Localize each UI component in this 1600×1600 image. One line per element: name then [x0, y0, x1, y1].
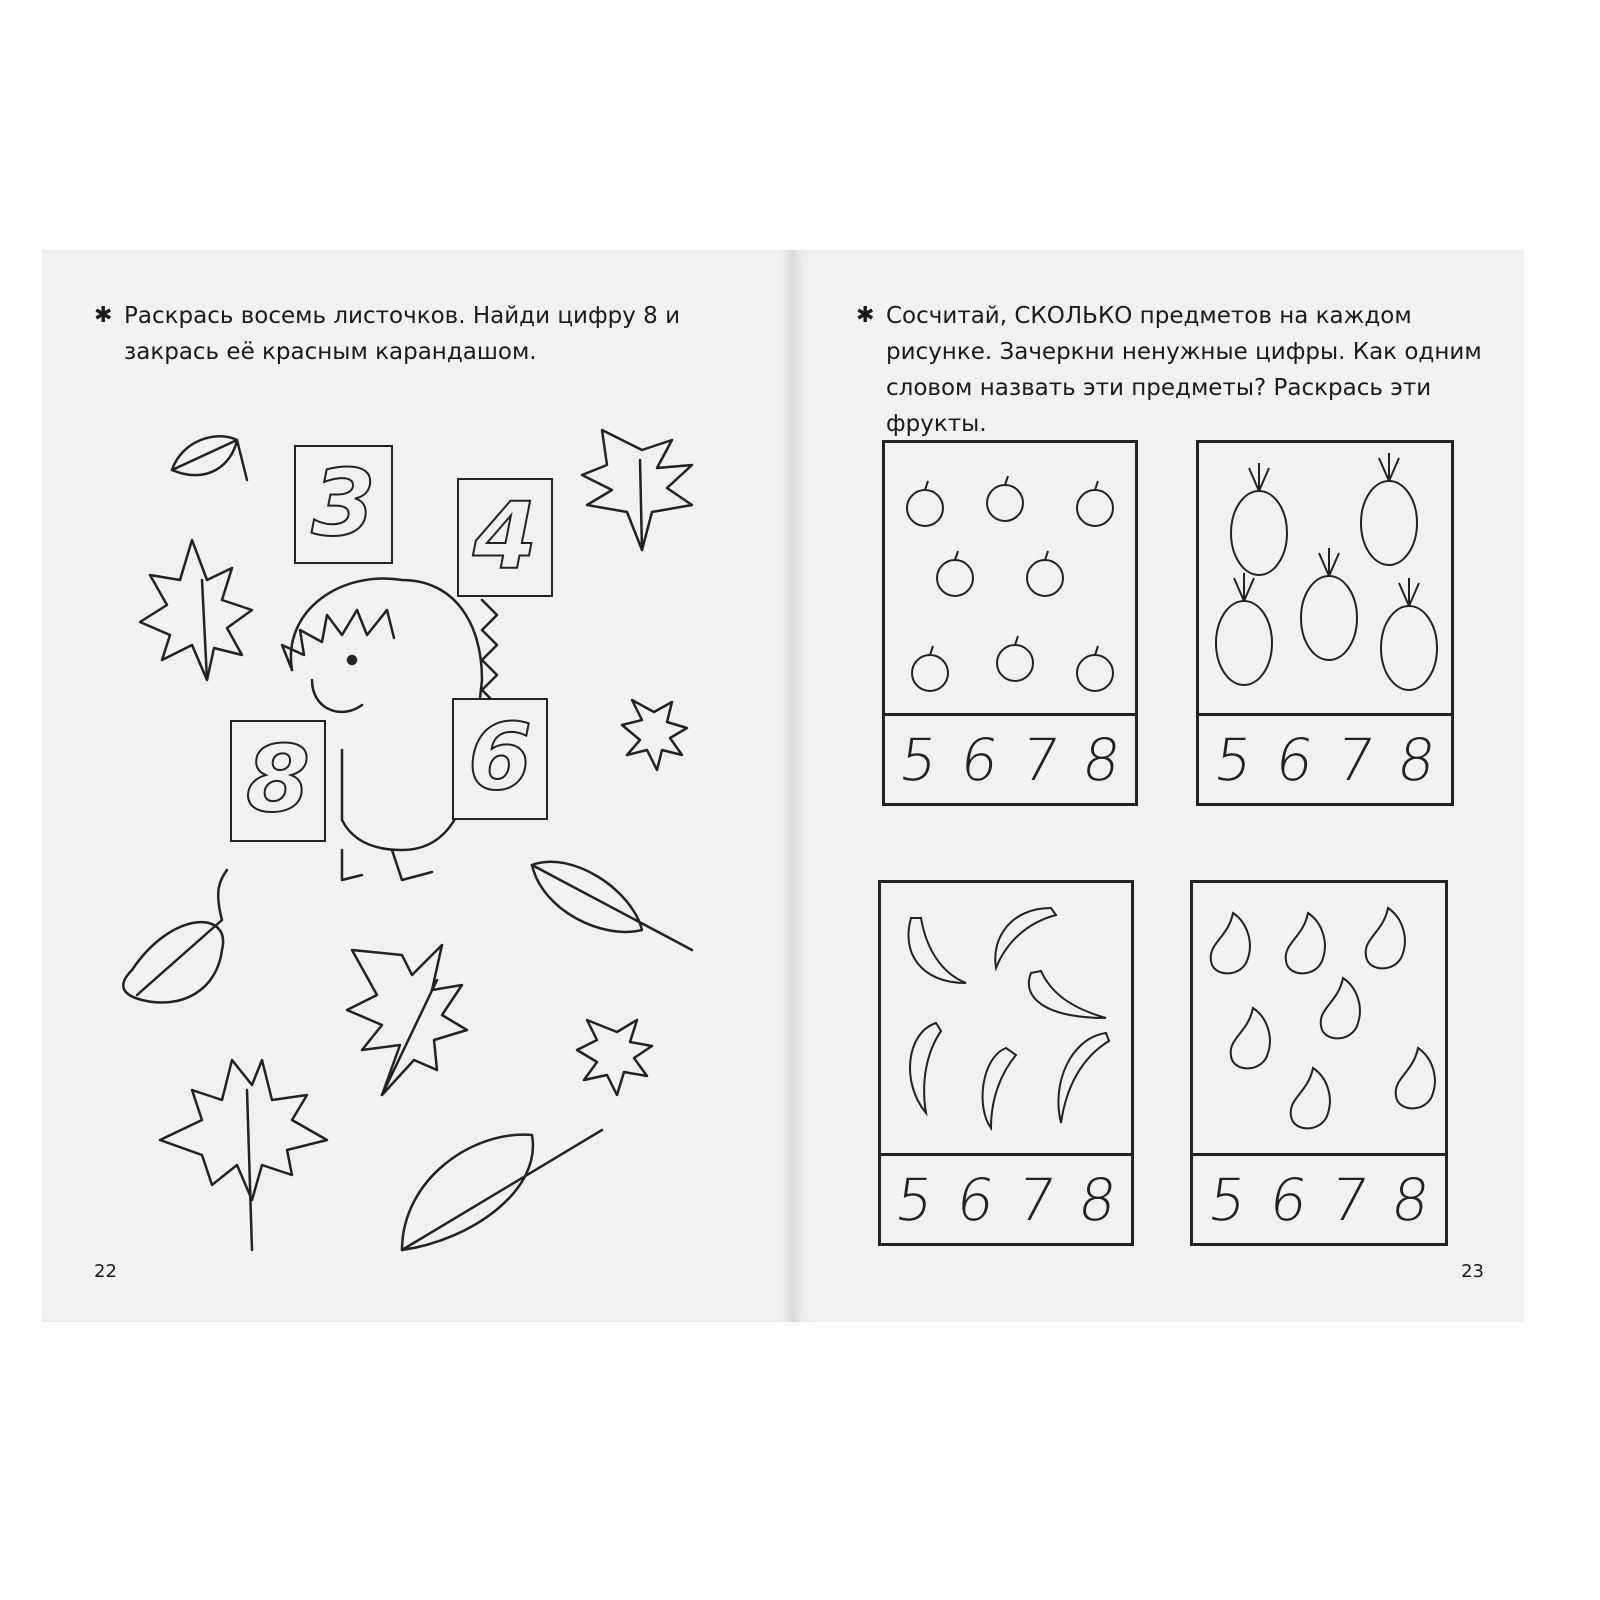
- number-card-6: [452, 698, 548, 820]
- digit-row: [881, 1157, 1131, 1243]
- digit-option[interactable]: 7: [1326, 1166, 1373, 1234]
- star-icon: ✱: [94, 303, 113, 328]
- banana-icon: [983, 1048, 1016, 1128]
- apple-icon: [1077, 646, 1113, 691]
- pear-icon: [1291, 1068, 1330, 1128]
- digit-option[interactable]: 6: [952, 1166, 999, 1234]
- pineapple-icon: [1361, 453, 1417, 565]
- digit-option[interactable]: 8: [1393, 726, 1440, 794]
- card-digit: 6: [467, 703, 532, 811]
- pears-picture: [1193, 883, 1445, 1156]
- banana-icon: [1029, 971, 1106, 1018]
- leaves-and-hedgehog-illustration: [42, 250, 794, 1322]
- card-digit: 3: [311, 448, 376, 556]
- apples-picture: [885, 443, 1135, 716]
- digit-option[interactable]: 5: [1210, 726, 1257, 794]
- banana-icon: [1058, 1033, 1109, 1123]
- pear-icon: [1286, 913, 1325, 973]
- leaf-3: [582, 430, 692, 550]
- digit-row: [885, 717, 1135, 803]
- apple-icon: [1027, 551, 1063, 596]
- apple-icon: [912, 646, 948, 691]
- pear-icon: [1211, 913, 1250, 973]
- pear-icon: [1396, 1048, 1435, 1108]
- pineapples-picture: [1199, 443, 1451, 716]
- digit-option[interactable]: 8: [1387, 1166, 1434, 1234]
- panel-bananas: [878, 880, 1134, 1246]
- banana-icon: [908, 918, 966, 983]
- pear-icon: [1321, 978, 1360, 1038]
- pear-icons: [1193, 883, 1445, 1153]
- digit-option[interactable]: 5: [895, 726, 942, 794]
- digit-option[interactable]: 6: [956, 726, 1003, 794]
- panel-apples: [882, 440, 1138, 806]
- pineapple-icon: [1381, 578, 1437, 690]
- leaf-7: [347, 945, 467, 1095]
- leaf-4: [622, 700, 687, 770]
- number-card-8: [230, 720, 326, 842]
- digit-option[interactable]: 5: [891, 1166, 938, 1234]
- page-number-right: 23: [1461, 1261, 1484, 1282]
- apple-icons: [885, 443, 1135, 713]
- digit-option[interactable]: 7: [1332, 726, 1379, 794]
- number-card-3: [294, 445, 393, 564]
- digit-option[interactable]: 8: [1074, 1166, 1121, 1234]
- card-digit: 8: [245, 725, 310, 833]
- right-task-instruction: [856, 298, 1496, 442]
- banana-icon: [910, 1023, 941, 1113]
- left-page: [42, 250, 794, 1322]
- pineapple-icon: [1301, 548, 1357, 660]
- leaf-6: [123, 870, 227, 1003]
- card-digit: 4: [472, 481, 537, 589]
- apple-icon: [1077, 481, 1113, 526]
- digit-option[interactable]: 7: [1017, 726, 1064, 794]
- apple-icon: [987, 476, 1023, 521]
- apple-icon: [907, 481, 943, 526]
- pineapple-icon: [1231, 463, 1287, 575]
- banana-icon: [995, 908, 1056, 968]
- digit-option[interactable]: 8: [1078, 726, 1125, 794]
- leaf-5: [532, 862, 692, 950]
- banana-icons: [881, 883, 1131, 1153]
- star-icon: ✱: [856, 303, 875, 328]
- apple-icon: [997, 636, 1033, 681]
- page-number-left: 22: [94, 1261, 117, 1282]
- number-card-4: [457, 478, 553, 597]
- pineapple-icon: [1216, 573, 1272, 685]
- digit-option[interactable]: 5: [1204, 1166, 1251, 1234]
- right-instruction-text: Сосчитай, СКОЛЬКО предметов на каждом рисунке. Зачеркни ненужные цифры. Как одним словом назвать эти предметы? Раскрась эти фрукты.: [886, 303, 1482, 437]
- right-page: [794, 250, 1524, 1322]
- bananas-picture: [881, 883, 1131, 1156]
- leaf-9: [160, 1060, 327, 1250]
- pineapple-icons: [1199, 443, 1451, 713]
- leaf-8: [577, 1020, 652, 1095]
- digit-row: [1199, 717, 1451, 803]
- digit-option[interactable]: 6: [1271, 726, 1318, 794]
- digit-option[interactable]: 7: [1013, 1166, 1060, 1234]
- panel-pineapples: [1196, 440, 1454, 806]
- panel-pears: [1190, 880, 1448, 1246]
- leaf-1: [172, 436, 247, 480]
- digit-row: [1193, 1157, 1445, 1243]
- apple-icon: [937, 551, 973, 596]
- digit-option[interactable]: 6: [1265, 1166, 1312, 1234]
- leaf-10: [402, 1130, 602, 1250]
- left-instruction-text: Раскрась восемь листочков. Найди цифру 8 и закрась её красным карандашом.: [124, 303, 681, 365]
- pear-icon: [1231, 1008, 1270, 1068]
- leaf-2: [140, 540, 252, 680]
- pear-icon: [1366, 908, 1405, 968]
